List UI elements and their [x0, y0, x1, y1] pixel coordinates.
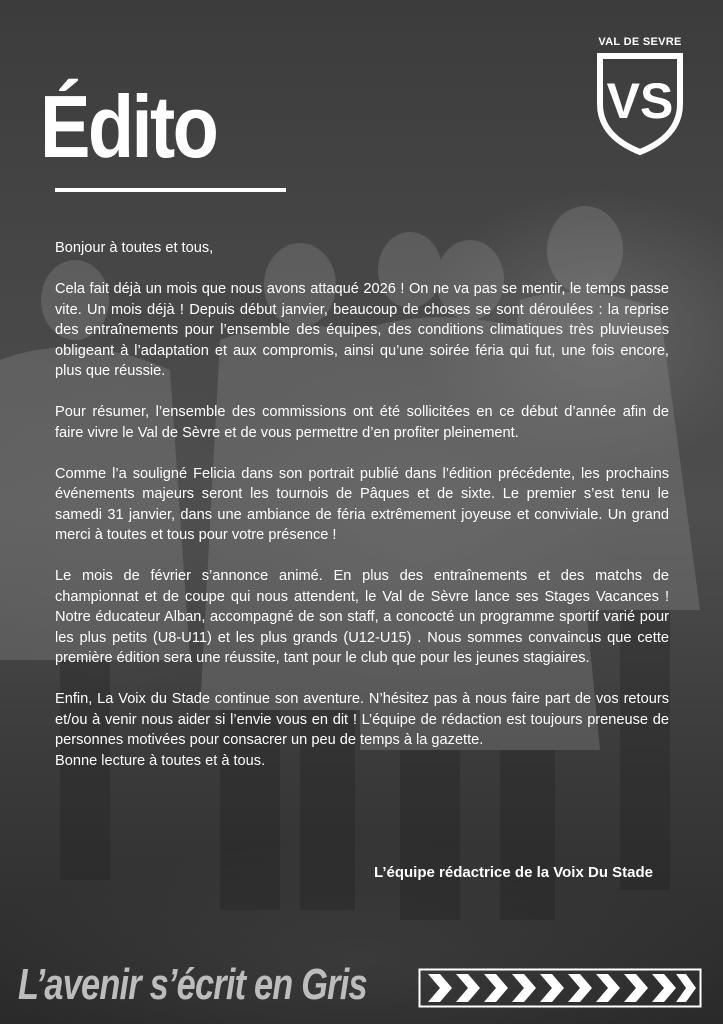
- paragraph: Cela fait déjà un mois que nous avons attaqué 2026 ! On ne va pas se mentir, le temps passe vite. Un mois déjà ! Depuis début janvier, beaucoup de choses se sont déroulées : la reprise des entraînements pour l’ensemble des équipes, des conditions climatiques très pluvieuses obligeant à l’adaptation et aux compromis, ainsi qu’une soirée féria qui fut, une fois encore, plus que réussie.: [55, 281, 669, 379]
- title-underline: [55, 188, 286, 192]
- club-logo: [588, 36, 692, 158]
- footer-slogan: L’avenir s’écrit en Gris: [18, 960, 367, 1009]
- logo-club-name: VAL DE SEVRE: [598, 36, 682, 48]
- page-title: Édito: [40, 76, 217, 176]
- paragraph: Le mois de février s’annonce animé. En plus des entraînements et des matchs de championnat et de coupe qui nous attendent, le Val de Sèvre lance ses Stages Vacances ! Notre éducateur Alban, accompagné de son staff, a concocté un programme sportif varié pour les plus petits (U8-U11) et les plus grands (U12-U15) . Nous sommes convaincus que cette première édition sera une réussite, tant pour le club que pour les jeunes stagiaires.: [55, 568, 669, 666]
- paragraph: Enfin, La Voix du Stade continue son aventure. N’hésitez pas à nous faire part de vos retours et/ou à venir nous aider si l’envie vous en dit ! L’équipe de rédaction est toujours preneuse de personnes motivées pour consacrer un peu de temps à la gazette.: [55, 691, 669, 748]
- signature: L’équipe rédactrice de la Voix Du Stade: [374, 864, 653, 881]
- club-shield-icon: [594, 52, 686, 156]
- paragraph: Pour résumer, l’ensemble des commissions ont été sollicitées en ce début d’année afin de faire vivre le Val de Sèvre et de vous permettre d’en profiter pleinement.: [55, 404, 669, 441]
- paragraph: Comme l’a souligné Felicia dans son portrait publié dans l’édition précédente, les prochains événements majeurs seront les tournois de Pâques et de sixte. Le premier s’est tenu le samedi 31 janvier, dans une ambiance de féria extrêmement joyeuse et conviviale. Un grand merci à toutes et tous pour votre présence !: [55, 465, 669, 543]
- logo-letters: VS: [606, 73, 674, 129]
- chevron-arrows-icon: [418, 968, 702, 1008]
- closing-line: Bonne lecture à toutes et à tous.: [55, 752, 266, 769]
- editorial-body: [55, 238, 669, 771]
- greeting: Bonjour à toutes et tous,: [55, 240, 214, 256]
